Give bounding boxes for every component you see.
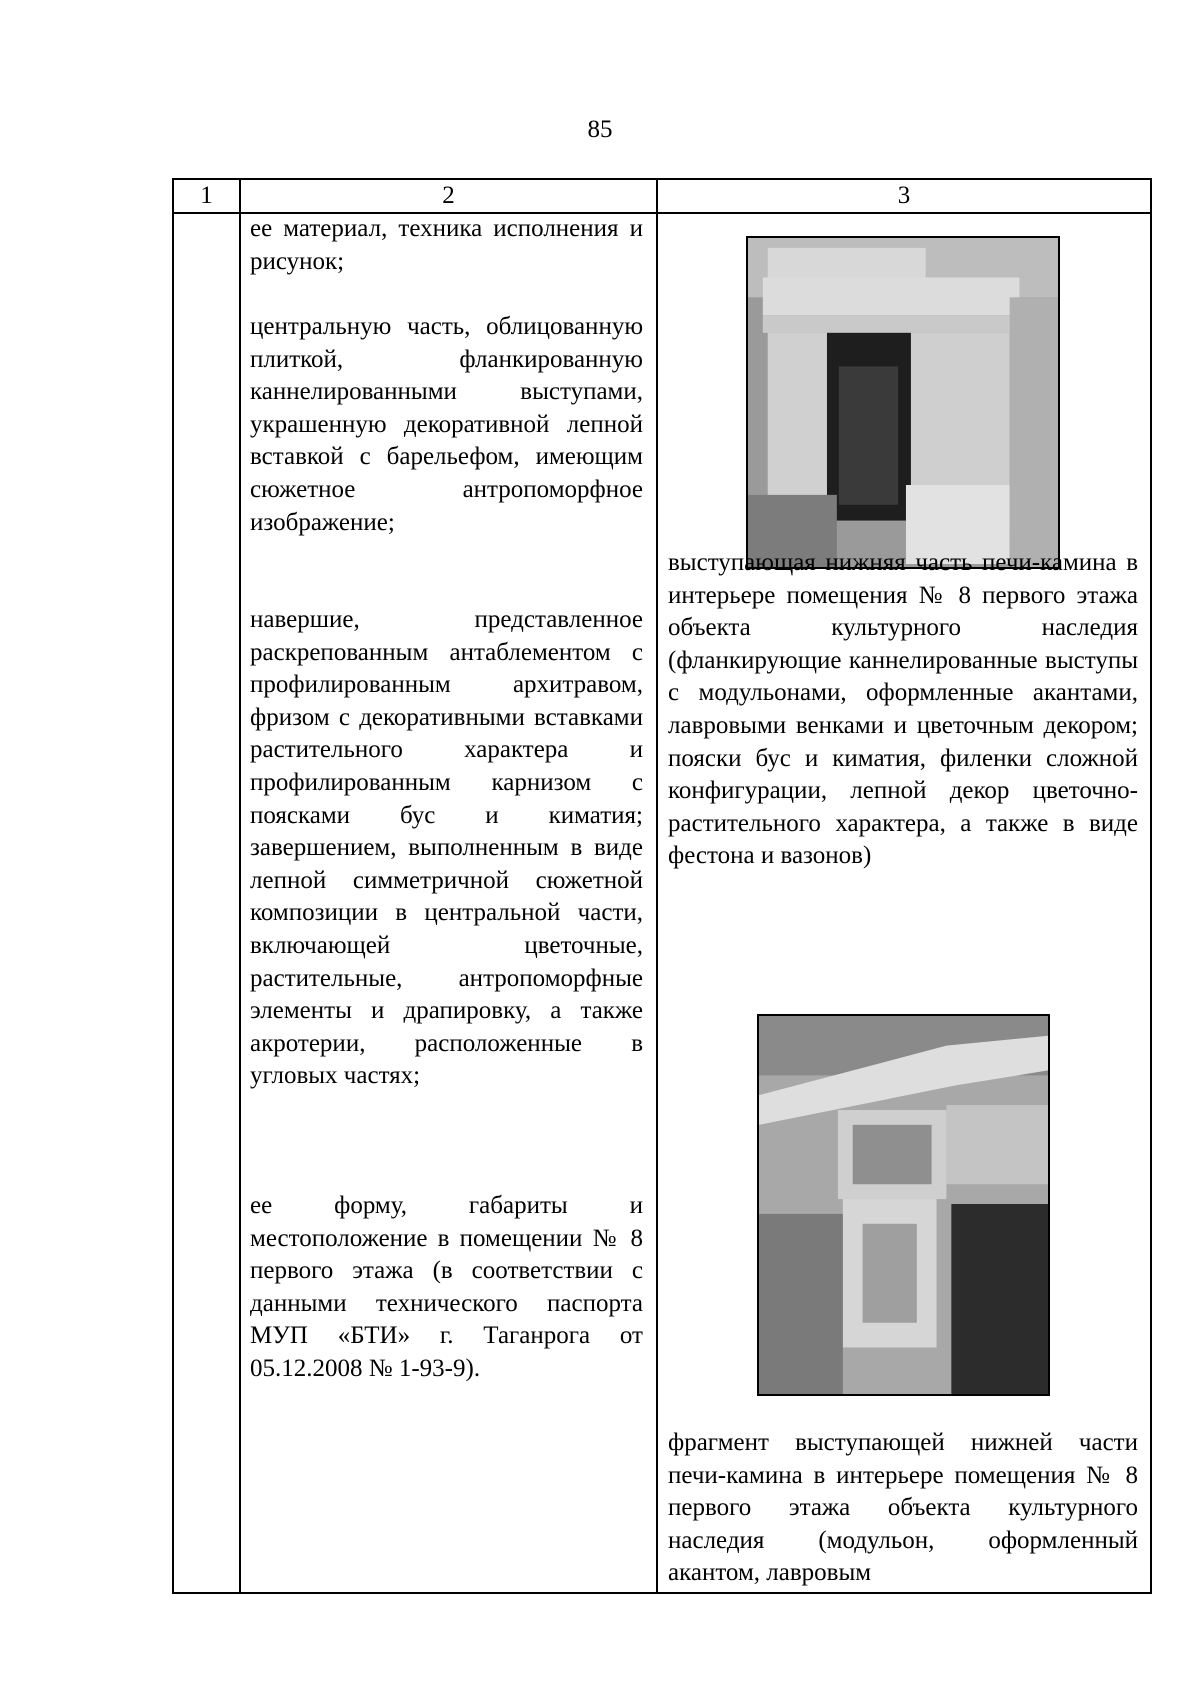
table-border-left bbox=[172, 178, 174, 1594]
header-col-3: 3 bbox=[897, 182, 911, 209]
header-col-2: 2 bbox=[442, 182, 455, 209]
caption-fragment-lower-part: фрагмент выступающей нижней части печи-камина в интерьере помещения № 8 первого этажа объекта культурного наследия (модульон, оформленный акантом, лавровым bbox=[668, 1429, 1138, 1587]
table-border-right bbox=[1150, 178, 1152, 1594]
col2-paragraph-central-part: центральную часть, облицованную плиткой, фланкированную каннелированными выступами, украшенную декоративной лепной вставкой с барельефом, имеющим сюжетное антропоморфное изображение; bbox=[250, 313, 643, 536]
fireplace-photo bbox=[746, 236, 1060, 569]
modillion-photo bbox=[757, 1014, 1050, 1396]
col2-paragraph-top: навершие, представленное раскрепованным антаблементом с профилированным архитравом, фризом с декоративными вставками растительного характера и профилированным карнизом с поясками бус и киматия; завершением, выполненным в виде лепной симметричной сюжетной композиции в центральной части, включающей цветочные, растительные, антропоморфные элементы и драпировку, а также акротерии, расположенные в угловых частях; bbox=[250, 606, 643, 1090]
page-number: 85 bbox=[587, 116, 613, 143]
table-border-bottom bbox=[172, 1592, 1152, 1594]
caption-fireplace-lower-part: выступающая нижняя часть печи-камина в интерьере помещения № 8 первого этажа объекта культурного наследия (фланкирующие каннелированные выступы с модульонами, оформленные акантами, лавровыми венками и цветочным декором; пояски бус и киматия, филенки сложной конфигурации, лепной декор цветочно-растительного характера, а также в виде фестона и вазонов) bbox=[668, 549, 1138, 870]
col2-paragraph-material: ее материал, техника исполнения и рисунок; bbox=[250, 215, 643, 275]
header-col-1: 1 bbox=[200, 182, 213, 209]
column-divider-2 bbox=[656, 178, 658, 1594]
col2-paragraph-form: ее форму, габариты и местоположение в помещении № 8 первого этажа (в соответствии с данными технического паспорта МУП «БТИ» г. Таганрога от 05.12.2008 № 1-93-9). bbox=[250, 1192, 643, 1382]
table bbox=[172, 178, 1152, 1594]
column-divider-1 bbox=[239, 178, 241, 1594]
